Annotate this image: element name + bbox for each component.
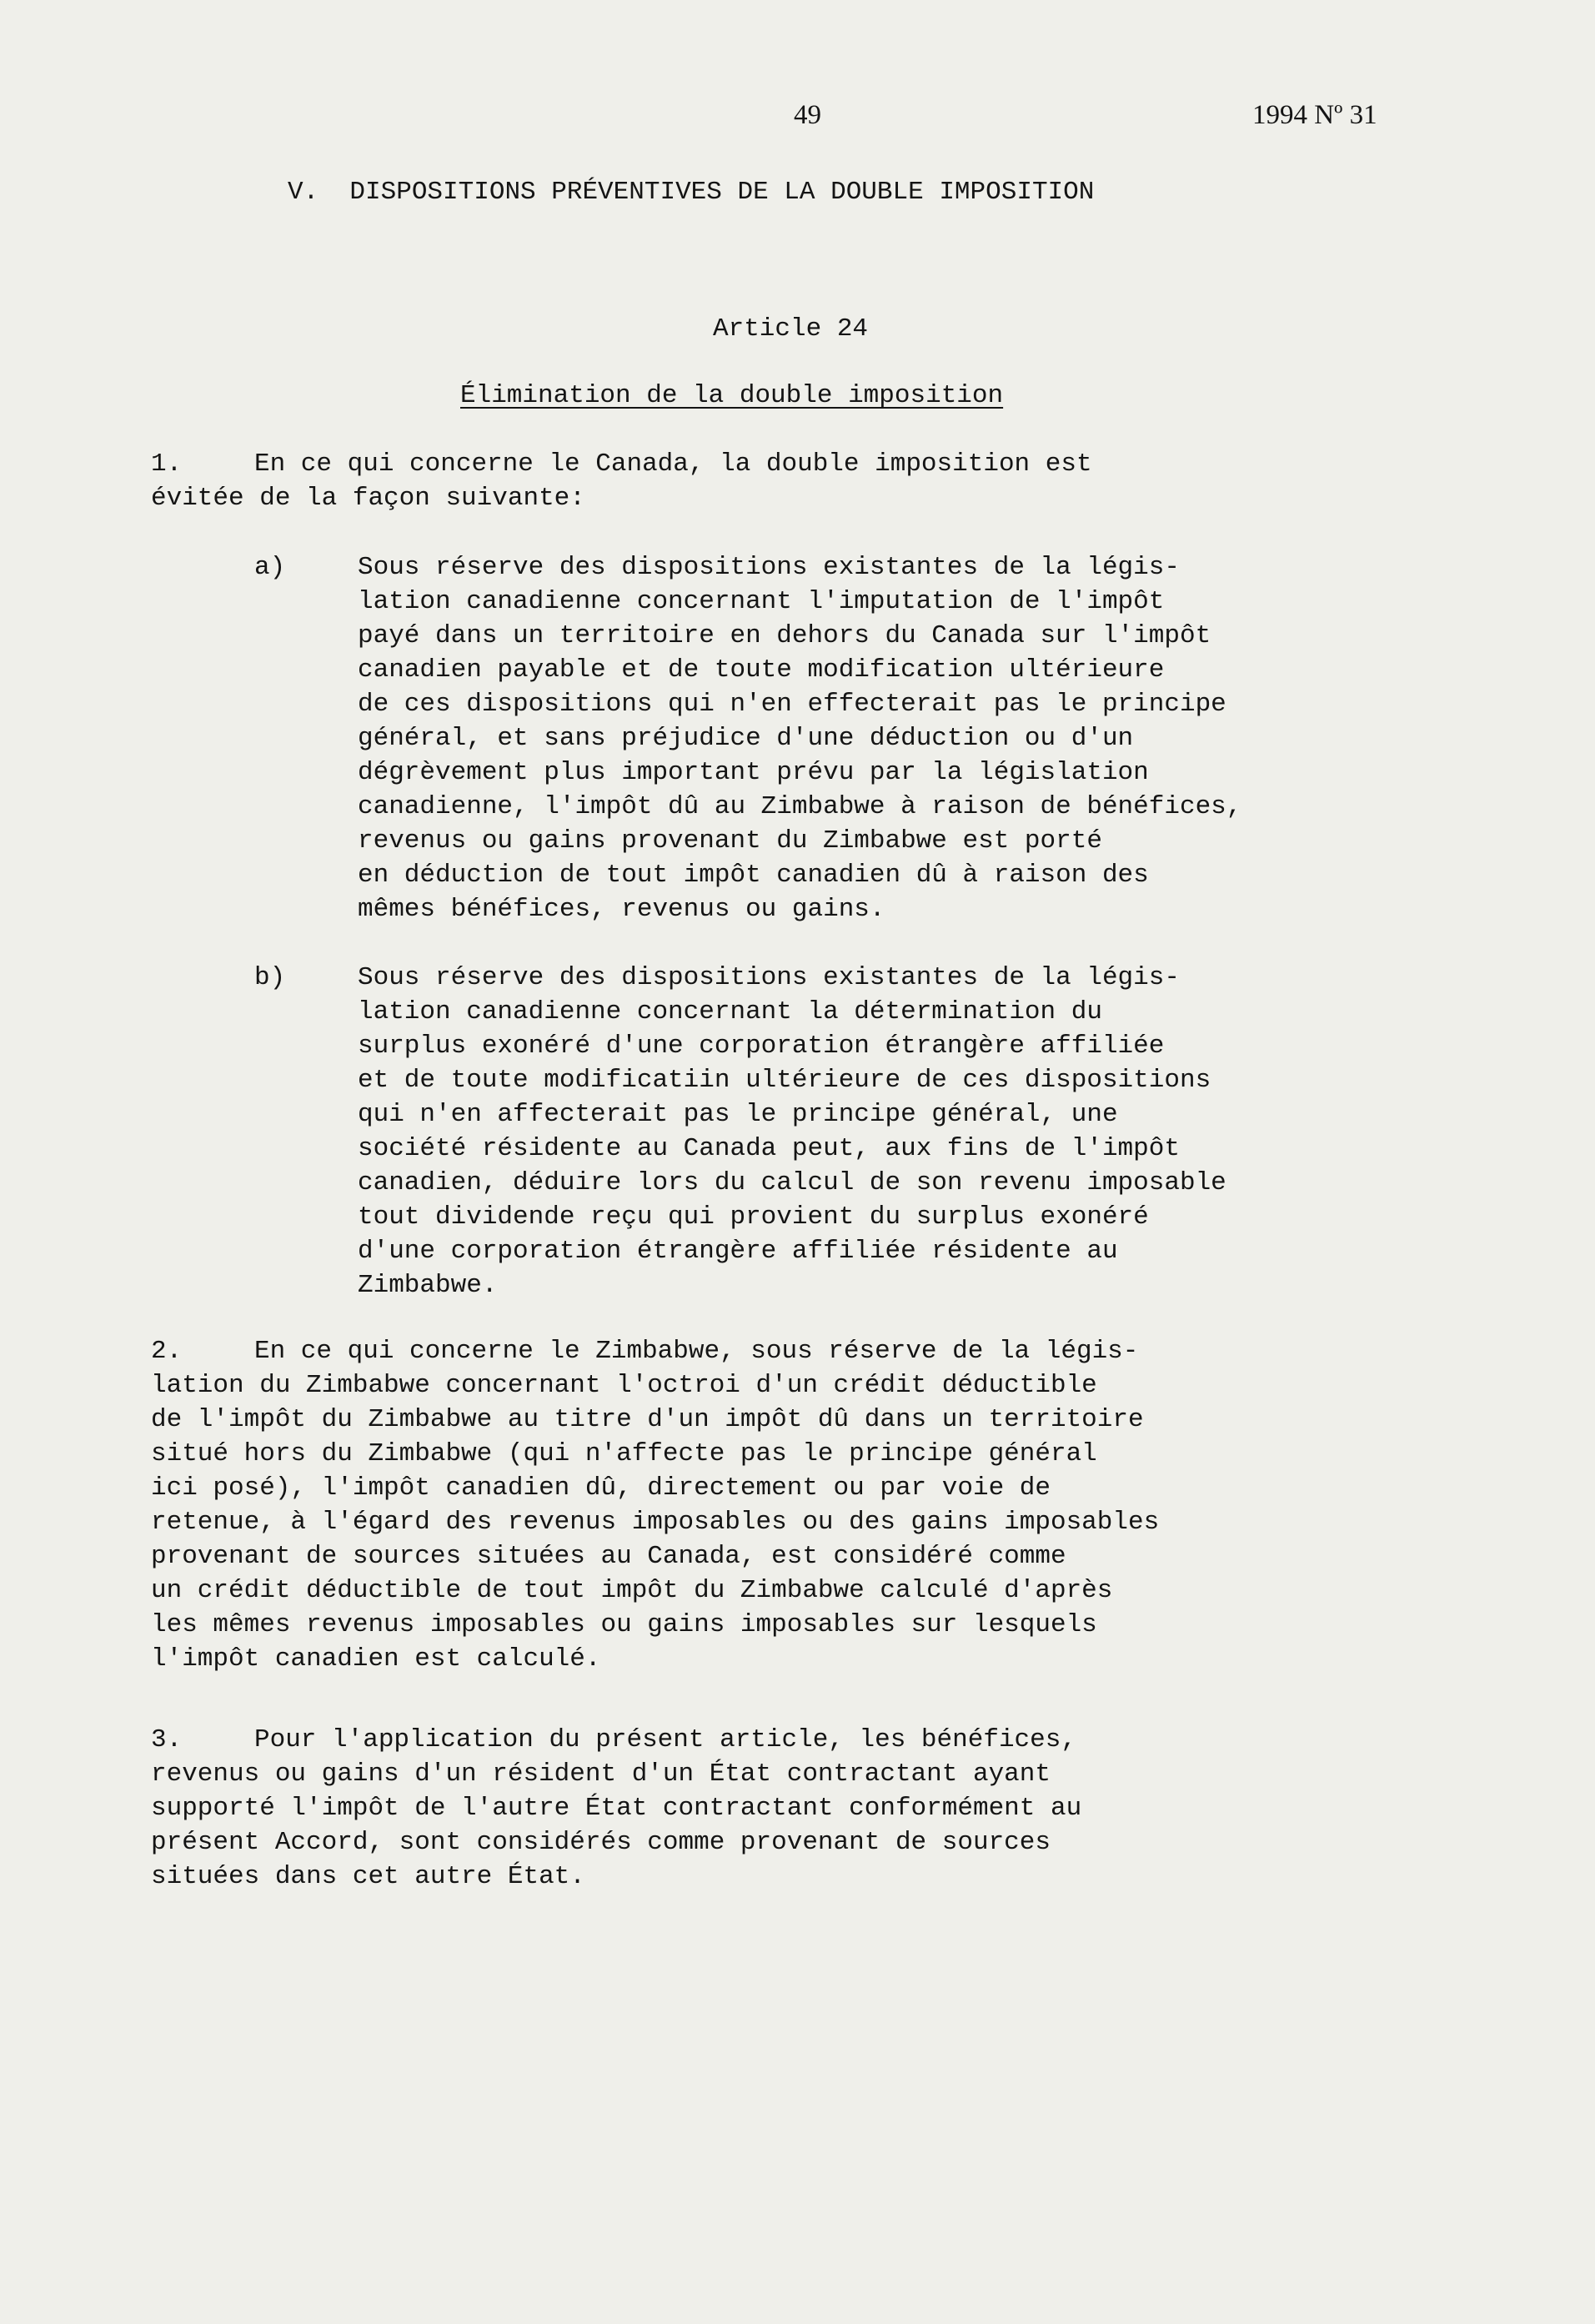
section-title: V. DISPOSITIONS PRÉVENTIVES DE LA DOUBLE IMPOSITION [288,178,1095,207]
issue-reference: 1994 Nº 31 [1252,100,1377,130]
article-heading: Élimination de la double imposition [460,381,1004,410]
subparagraph-a [254,550,1242,924]
paragraph-2 [151,1334,1160,1674]
paragraph-number: 3. [151,1725,183,1754]
subparagraph-label: a) [254,553,286,582]
paragraph-text: En ce qui concerne le Canada, la double imposition est évitée de la façon suivante: [151,449,1092,513]
paragraph-number: 2. [151,1337,183,1366]
page-number: 49 [794,100,821,130]
subparagraph-b [254,961,1226,1300]
article-number: Article 24 [713,314,869,344]
paragraph-number: 1. [151,449,183,479]
subparagraph-label: b) [254,963,286,992]
paragraph-1 [151,447,1092,550]
subparagraph-text: Sous réserve des dispositions existantes de la légis- lation canadienne concernant l'imputation de l'impôt payé dans un territoire en dehors du Canada sur l'impôt canadien payable et de toute modification ultérieure de ces dispositions qui n'en effecterait pas le principe général, et sans préjudice d'une déduction ou d'un dégrèvement plus important prévu par la législation canadienne, l'impôt dû au Zimbabwe à raison de bénéfices, revenus ou gains provenant du Zimbabwe est porté en déduction de tout impôt canadien dû à raison des mêmes bénéfices, revenus ou gains. [358,553,1242,924]
paragraph-text: En ce qui concerne le Zimbabwe, sous réserve de la légis- lation du Zimbabwe concernant l'octroi d'un crédit déductible de l'impôt du Zimbabwe au titre d'un impôt dû dans un territoire situé hors du Zimbabwe (qui n'affecte pas le principe général ici posé), l'impôt canadien dû, directement ou par voie de retenue, à l'égard des revenus imposables ou des gains imposables provenant de sources situées au Canada, est considéré comme un crédit déductible de tout impôt du Zimbabwe calculé d'après les mêmes revenus imposables ou gains imposables sur lesquels l'impôt canadien est calculé. [151,1337,1160,1674]
paragraph-text: Pour l'application du présent article, les bénéfices, revenus ou gains d'un résident d'un État contractant ayant supporté l'impôt de l'autre État contractant conformément au présent Accord, sont considérés comme provenant de sources situées dans cet autre État. [151,1725,1082,1891]
subparagraph-text: Sous réserve des dispositions existantes de la légis- lation canadienne concernant la détermination du surplus exonéré d'une corporation étrangère affiliée et de toute modificatiin ultérieure de ces dispositions qui n'en affecterait pas le principe général, une société résidente au Canada peut, aux fins de l'impôt canadien, déduire lors du calcul de son revenu imposable tout dividende reçu qui provient du surplus exonéré d'une corporation étrangère affiliée résidente au Zimbabwe. [358,963,1226,1300]
paragraph-3 [151,1723,1082,1891]
